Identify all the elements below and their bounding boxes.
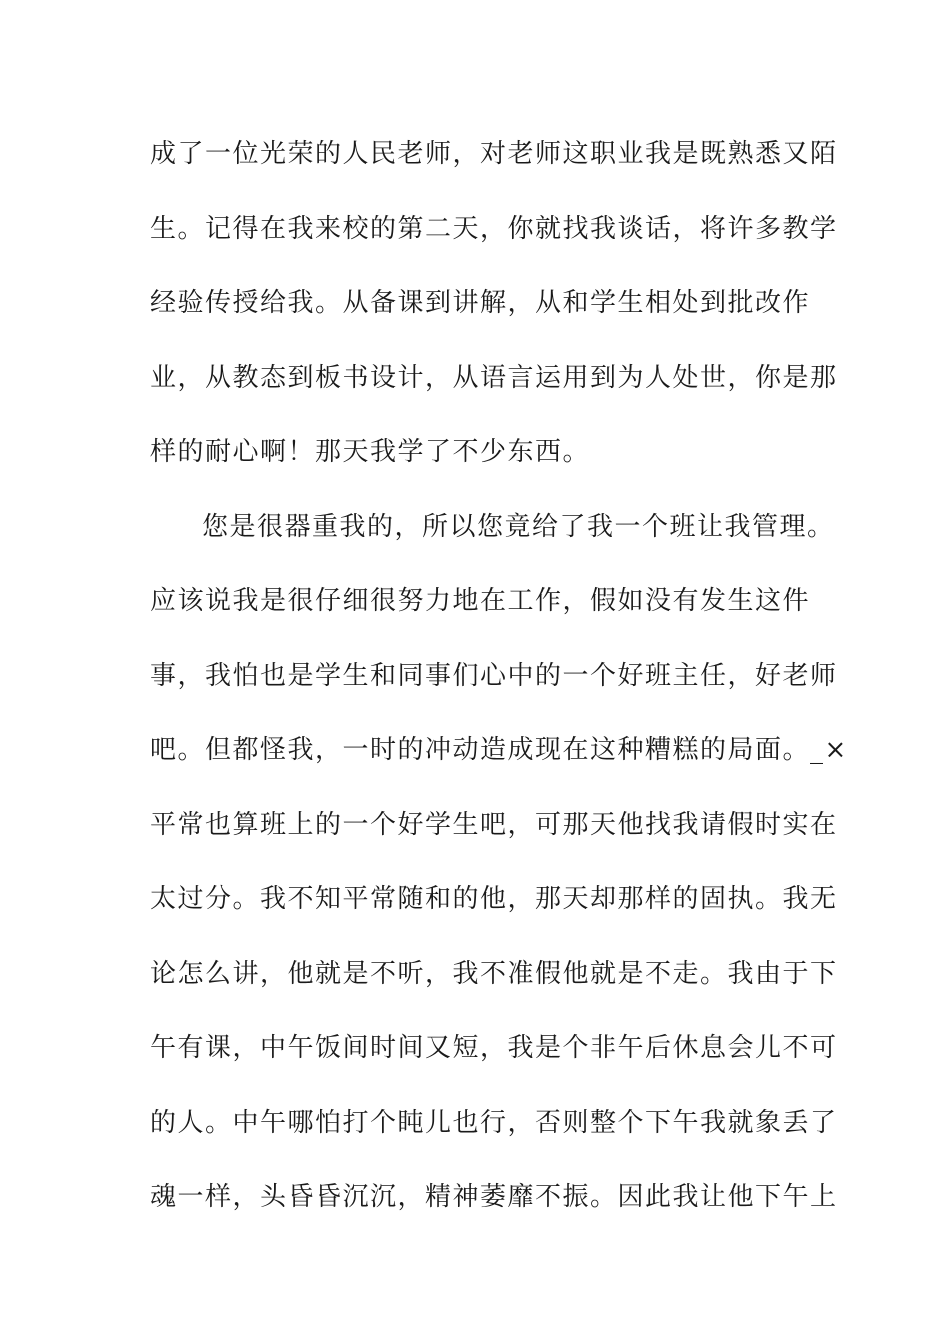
text-line-2: 生。记得在我来校的第二天，你就找我谈话，将许多教学: [150, 213, 838, 244]
paragraph-start-line: 您是很器重我的，所以您竟给了我一个班让我管理。: [202, 511, 835, 542]
text-line-1: 成了一位光荣的人民老师，对老师这职业我是既熟悉又陌: [150, 139, 838, 169]
text-line-15: 魂一样，头昏昏沉沉，精神萎靡不振。因此我让他下午上: [150, 1182, 838, 1212]
text-line-11: 太过分。我不知平常随和的他，那天却那样的固执。我无: [150, 884, 838, 914]
text-line-9: 吧。但都怪我，一时的冲动造成现在这种糟糕的局面。_×: [150, 735, 848, 765]
text-line-7: 应该说我是很仔细很努力地在工作，假如没有发生这件: [150, 586, 811, 616]
text-line-8: 事，我怕也是学生和同事们心中的一个好班主任，好老师: [150, 660, 838, 691]
document-body: [150, 117, 848, 1235]
text-line-10: 平常也算班上的一个好学生吧，可那天他找我请假时实在: [150, 809, 838, 840]
text-line-13: 午有课，中午饭间时间又短，我是个非午后休息会儿不可: [150, 1033, 838, 1063]
text-line-4: 业，从教态到板书设计，从语言运用到为人处世，你是那: [150, 362, 838, 393]
text-line-5: 样的耐心啊！那天我学了不少东西。: [150, 437, 591, 467]
text-line-12: 论怎么讲，他就是不听，我不准假他就是不走。我由于下: [150, 958, 838, 989]
text-line-3: 经验传授给我。从备课到讲解，从和学生相处到批改作: [150, 288, 811, 318]
text-line-14: 的人。中午哪怕打个盹儿也行，否则整个下午我就象丢了: [150, 1107, 838, 1138]
